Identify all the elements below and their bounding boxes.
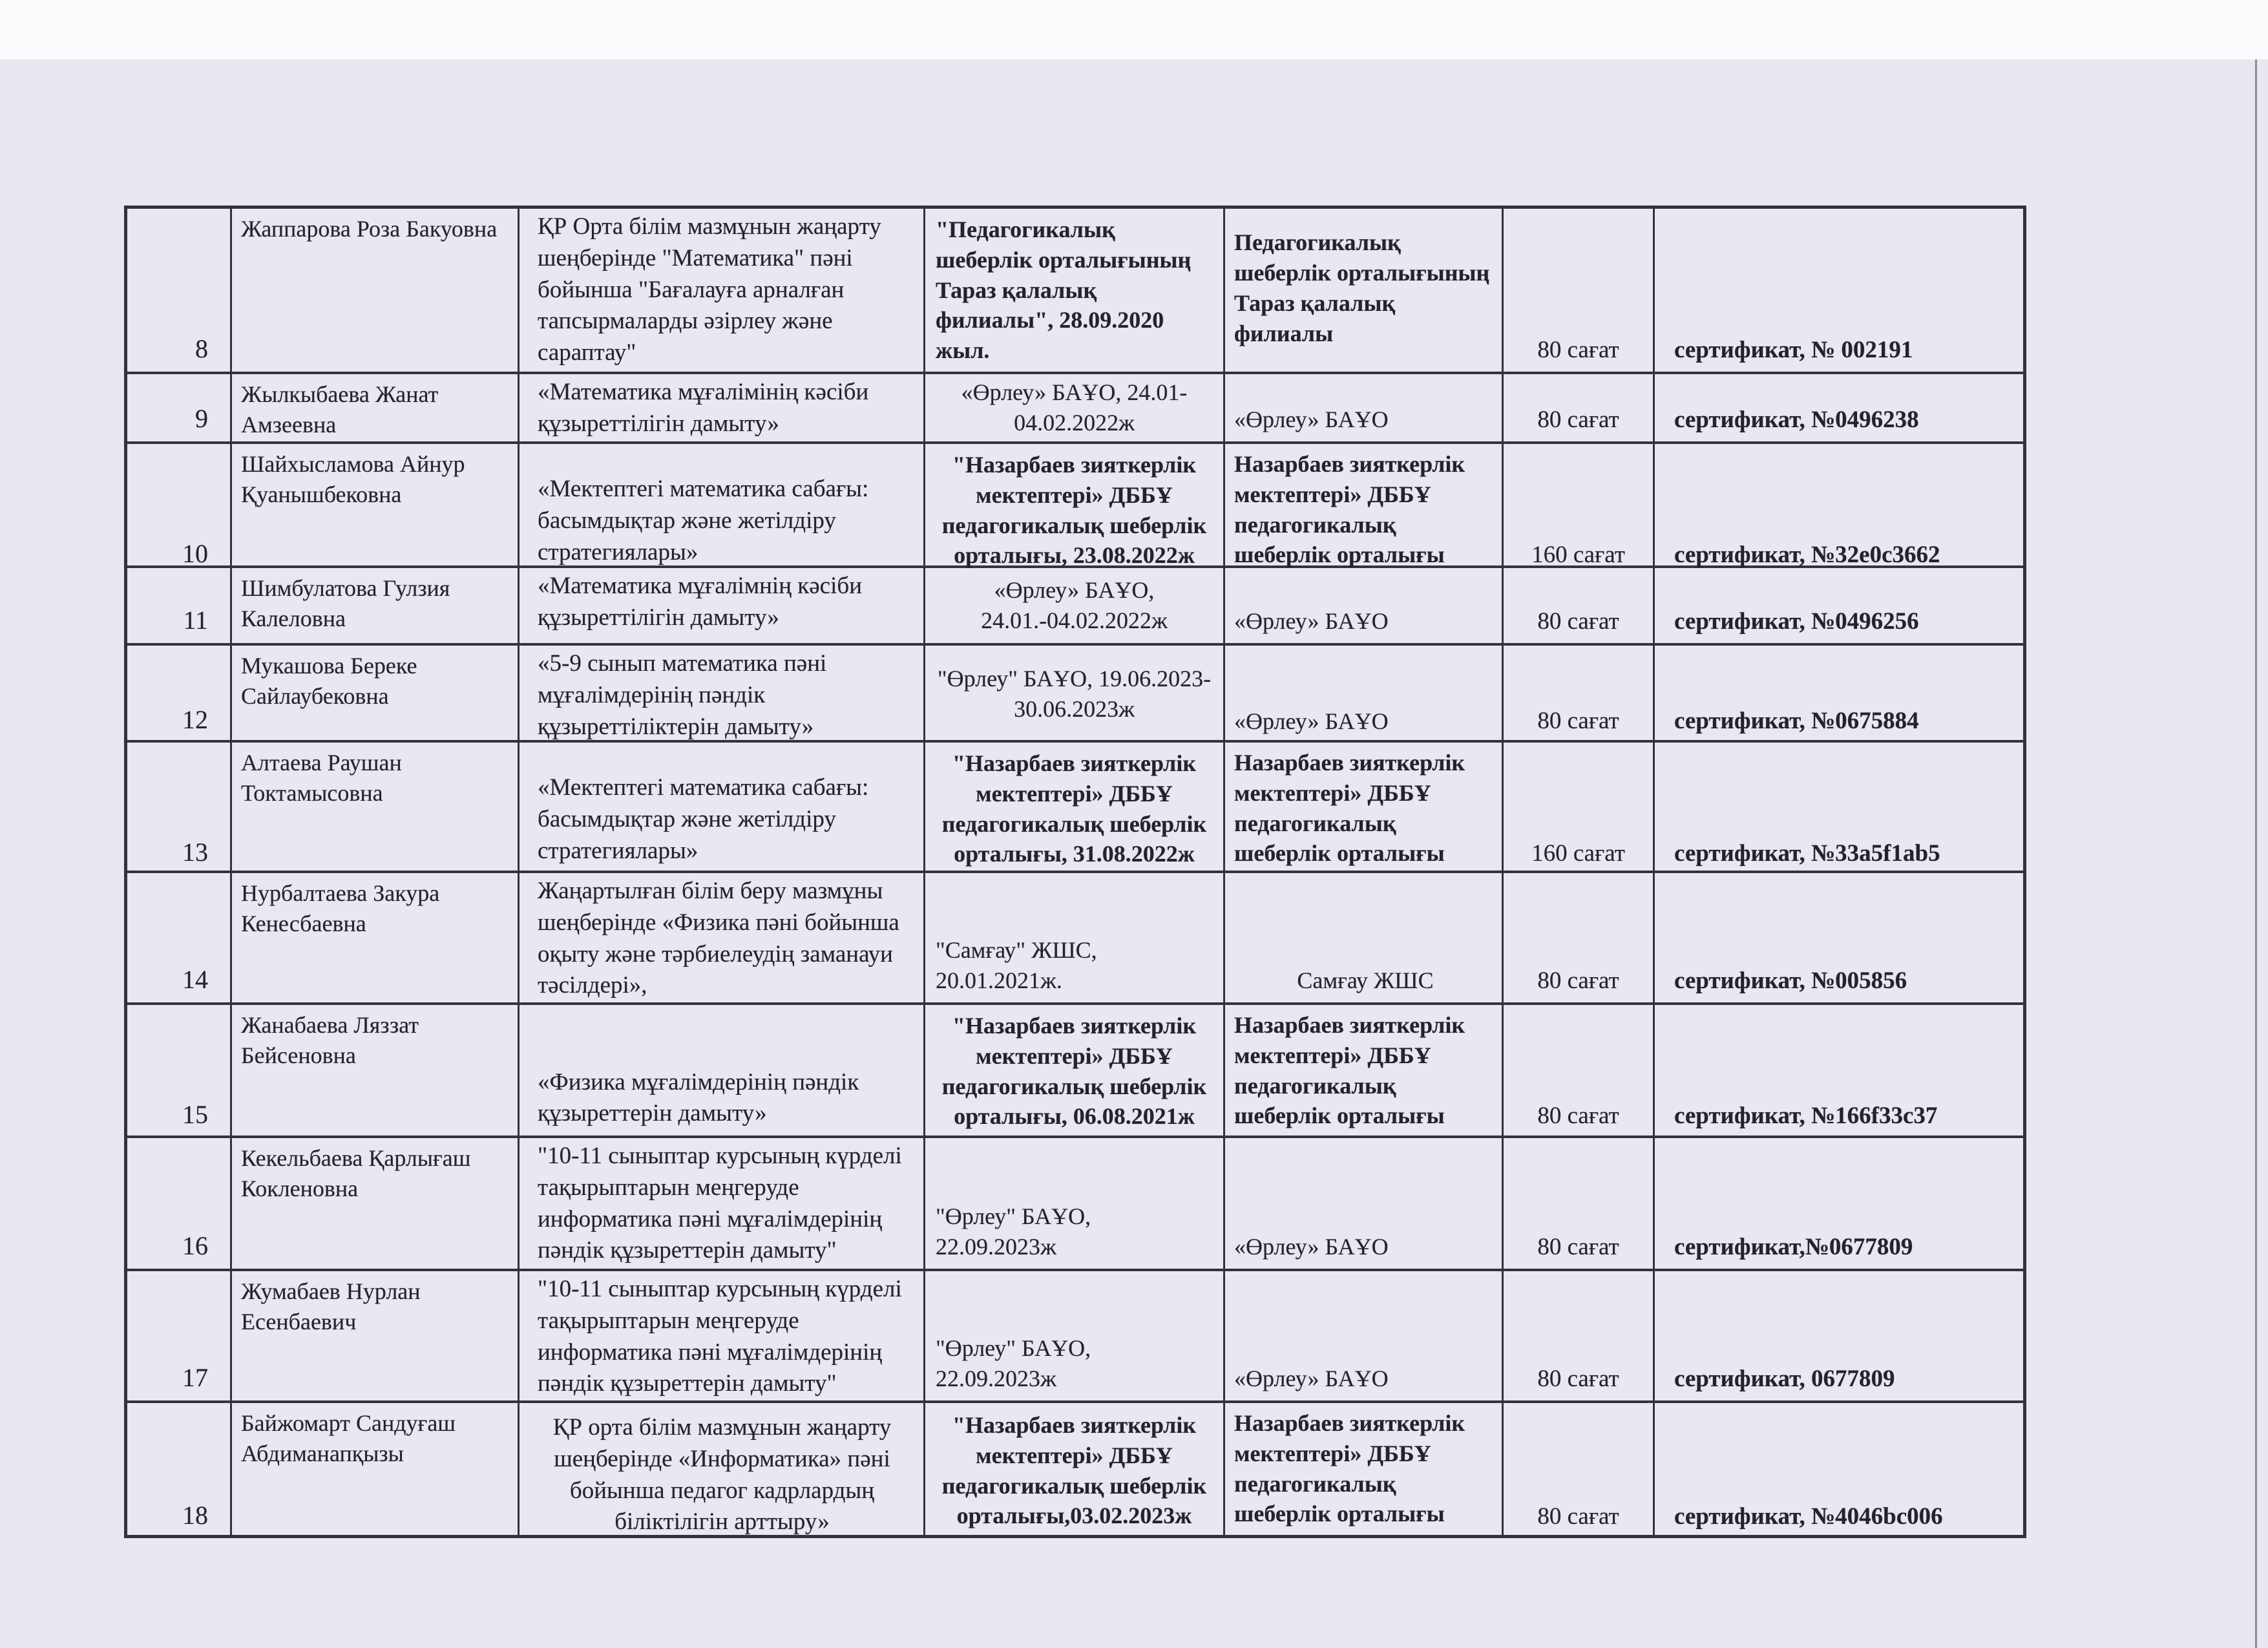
teacher-name: Мукашова Береке Сайлаубековна (232, 646, 520, 743)
row-number: 11 (127, 568, 232, 643)
certificates-table (124, 206, 2026, 1538)
table-row (127, 743, 2023, 873)
course-hours: 80 сағат (1504, 374, 1655, 441)
certificate-number: сертификат, №0496256 (1674, 608, 1919, 635)
course-title: "10-11 сыныптар курсының күрделі тақырыптарын меңгеруде информатика пәні мұғалімдерінің пәндік құзыреттерін дамыту" (520, 1138, 925, 1269)
provider-and-date: "Өрлеу" БАҰО, 22.09.2023ж (925, 1138, 1225, 1269)
table-row (127, 1005, 2023, 1138)
paper-edge-line (2255, 59, 2257, 1648)
course-hours: 80 сағат (1504, 1138, 1655, 1269)
provider-name: «Өрлеу» БАҰО (1225, 374, 1504, 441)
course-hours: 80 сағат (1504, 1403, 1655, 1538)
provider-name: «Өрлеу» БАҰО (1225, 568, 1504, 643)
table-row (127, 1271, 2023, 1403)
course-hours: 80 сағат (1504, 873, 1655, 1002)
teacher-name: Кекельбаева Қарлығаш Кокленовна (232, 1138, 520, 1269)
course-hours: 160 сағат (1504, 444, 1655, 576)
provider-name: Самғау ЖШС (1225, 873, 1504, 1002)
course-title: Жаңартылған білім беру мазмұны шеңберінде «Физика пәні бойынша оқыту және тәрбиелеудің заманауи тәсілдері», (520, 873, 925, 1002)
provider-and-date: "Самғау" ЖШС, 20.01.2021ж. (925, 873, 1225, 1002)
provider-name: «Өрлеу» БАҰО (1225, 1138, 1504, 1269)
provider-name: «Өрлеу» БАҰО (1225, 646, 1504, 743)
table-row (127, 568, 2023, 646)
provider-and-date: «Өрлеу» БАҰО, 24.01-04.02.2022ж (925, 374, 1225, 441)
row-number: 9 (127, 374, 232, 441)
row-number: 10 (127, 444, 232, 576)
row-number: 8 (127, 209, 232, 372)
teacher-name: Нурбалтаева Закура Кенесбаевна (232, 873, 520, 1002)
provider-and-date: "Өрлеу" БАҰО, 19.06.2023-30.06.2023ж (925, 646, 1225, 743)
course-hours: 80 сағат (1504, 1271, 1655, 1400)
teacher-name: Байжомарт Сандуғаш Абдиманапқызы (232, 1403, 520, 1538)
provider-and-date: "Өрлеу" БАҰО, 22.09.2023ж (925, 1271, 1225, 1400)
teacher-name: Шимбулатова Гулзия Калеловна (232, 568, 520, 643)
course-title: «Математика мұғалімнің кәсіби құзыреттілігін дамыту» (520, 568, 925, 643)
course-hours: 80 сағат (1504, 209, 1655, 372)
provider-name: Назарбаев зияткерлік мектептері» ДББҰ педагогикалық шеберлік орталығы (1225, 444, 1504, 576)
table-row (127, 444, 2023, 568)
certificate-number: сертификат, №166f33c37 (1674, 1103, 1938, 1130)
course-title: «Физика мұғалімдерінің пәндік құзыреттерін дамыту» (520, 1005, 925, 1137)
teacher-name: Жумабаев Нурлан Есенбаевич (232, 1271, 520, 1400)
teacher-name: Жанабаева Ляззат Бейсеновна (232, 1005, 520, 1137)
certificate-number: сертификат, №005856 (1674, 967, 1907, 994)
certificate-number: сертификат, №33a5f1ab5 (1674, 840, 1940, 867)
provider-name: Назарбаев зияткерлік мектептері» ДББҰ педагогикалық шеберлік орталығы (1225, 1005, 1504, 1137)
course-title: "10-11 сыныптар курсының күрделі тақырыптарын меңгеруде информатика пәні мұғалімдерінің пәндік құзыреттерін дамыту" (520, 1271, 925, 1400)
certificate-number: сертификат, №0496238 (1674, 407, 1919, 433)
teacher-name: Алтаева Раушан Токтамысовна (232, 743, 520, 875)
certificate-number: сертификат, 0677809 (1674, 1366, 1895, 1392)
provider-and-date: "Педагогикалық шеберлік орталығының Тараз қалалық филиалы", 28.09.2020 жыл. (925, 209, 1225, 372)
table-row (127, 209, 2023, 374)
row-number: 14 (127, 873, 232, 1002)
certificate-number: сертификат,№0677809 (1674, 1234, 1913, 1260)
certificate-number: сертификат, № 002191 (1674, 337, 1913, 363)
provider-and-date: "Назарбаев зияткерлік мектептері» ДББҰ педагогикалық шеберлік орталығы,03.02.2023ж (925, 1403, 1225, 1538)
table-row (127, 1138, 2023, 1271)
row-number: 17 (127, 1271, 232, 1400)
row-number: 18 (127, 1403, 232, 1538)
provider-name: Педагогикалық шеберлік орталығының Тараз қалалық филиалы (1225, 209, 1504, 372)
provider-name: Назарбаев зияткерлік мектептері» ДББҰ педагогикалық шеберлік орталығы (1225, 1403, 1504, 1538)
course-title: «Мектептегі математика сабағы: басымдықтар және жетілдіру стратегиялары» (520, 444, 925, 576)
provider-and-date: "Назарбаев зияткерлік мектептері» ДББҰ педагогикалық шеберлік орталығы, 06.08.2021ж (925, 1005, 1225, 1137)
row-number: 13 (127, 743, 232, 875)
row-number: 15 (127, 1005, 232, 1137)
course-title: ҚР Орта білім мазмұнын жаңарту шеңберінде "Математика" пәні бойынша "Бағалауға арналған тапсырмаларды әзірлеу және сараптау" (520, 209, 925, 372)
certificate-number: сертификат, №32e0c3662 (1674, 542, 1940, 569)
provider-and-date: «Өрлеу» БАҰО, 24.01.-04.02.2022ж (925, 568, 1225, 643)
certificate-number: сертификат, №0675884 (1674, 708, 1919, 735)
teacher-name: Жылкыбаева Жанат Амзеевна (232, 374, 520, 441)
course-title: «5-9 сынып математика пәні мұғалімдерінің пәндік құзыреттіліктерін дамыту» (520, 646, 925, 743)
course-hours: 80 сағат (1504, 646, 1655, 743)
teacher-name: Жаппарова Роза Бакуовна (232, 209, 520, 372)
table-row (127, 873, 2023, 1005)
table-row (127, 374, 2023, 444)
course-hours: 160 сағат (1504, 743, 1655, 875)
course-hours: 80 сағат (1504, 1005, 1655, 1137)
table-row (127, 646, 2023, 743)
scanner-background-strip (0, 0, 2268, 59)
course-title: «Математика мұғалімінің кәсіби құзыреттілігін дамыту» (520, 374, 925, 441)
teacher-name: Шайхысламова Айнур Қуанышбековна (232, 444, 520, 576)
table-row (127, 1403, 2023, 1535)
row-number: 12 (127, 646, 232, 743)
course-hours: 80 сағат (1504, 568, 1655, 643)
row-number: 16 (127, 1138, 232, 1269)
provider-and-date: "Назарбаев зияткерлік мектептері» ДББҰ педагогикалық шеберлік орталығы, 31.08.2022ж (925, 743, 1225, 875)
provider-name: «Өрлеу» БАҰО (1225, 1271, 1504, 1400)
provider-name: Назарбаев зияткерлік мектептері» ДББҰ педагогикалық шеберлік орталығы (1225, 743, 1504, 875)
course-title: ҚР орта білім мазмұнын жаңарту шеңберінде «Информатика» пәні бойынша педагог кадрлардың біліктілігін арттыру» (520, 1403, 925, 1538)
course-title: «Мектептегі математика сабағы: басымдықтар және жетілдіру стратегиялары» (520, 743, 925, 875)
provider-and-date: "Назарбаев зияткерлік мектептері» ДББҰ педагогикалық шеберлік орталығы, 23.08.2022ж (925, 444, 1225, 576)
certificate-number: сертификат, №4046bc006 (1674, 1503, 1943, 1530)
